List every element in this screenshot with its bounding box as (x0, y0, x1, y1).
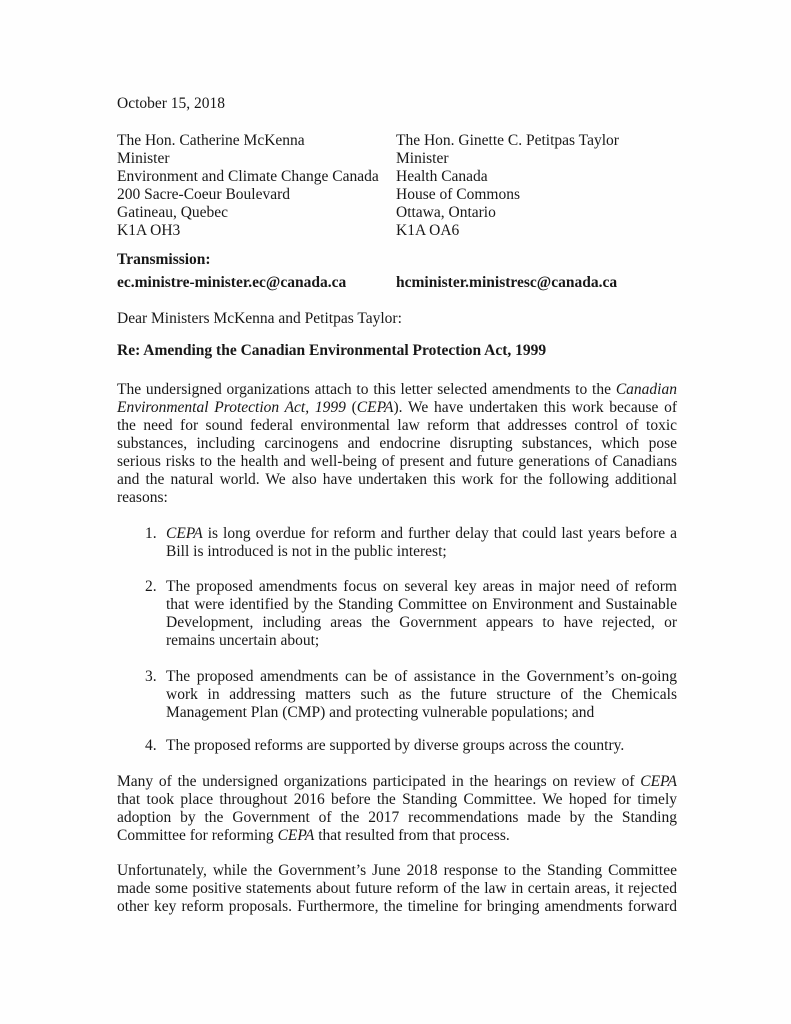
recipient-left-city: Gatineau, Quebec (117, 204, 229, 221)
recipient-right-postal: K1A OA6 (396, 222, 460, 239)
recipient-left-org: Environment and Climate Change Canada (117, 168, 379, 185)
paragraph-intro-text-2: ( (345, 399, 357, 416)
paragraph-intro (117, 381, 677, 507)
list-item-1 (117, 525, 677, 561)
reasons-list (117, 525, 677, 755)
recipient-left-street: 200 Sacre-Coeur Boulevard (117, 186, 291, 203)
list-item-3-number: 3. (145, 668, 157, 685)
paragraph-intro-text-3: ). We have undertaken this work because of the need for sound federal environmental law reform that addresses control of toxic substances, including carcinogens and endocrine disrupting substances, which pose serious risks to the health and well-being of present and future generations of Canadians and the natural world. We also have undertaken this work for the following additional reasons: (117, 399, 677, 506)
recipient-left-address (117, 132, 396, 240)
list-item-4-number: 4. (145, 737, 157, 754)
paragraph-hearings-text-2: that took place throughout 2016 before the Standing Committee. We hoped for timely adoption by the Government of the 2017 recommendations made by the Standing Committee for reforming (117, 791, 677, 844)
list-item-2-number: 2. (145, 578, 157, 595)
recipient-addresses (117, 132, 677, 240)
email-left: ec.ministre-minister.ec@canada.ca (117, 274, 347, 291)
cepa-italic: CEPA (277, 827, 315, 844)
recipient-right-address (396, 132, 677, 240)
cepa-italic: CEPA (640, 773, 677, 790)
recipient-right-title: Minister (396, 150, 449, 167)
recipient-right-name: The Hon. Ginette C. Petitpas Taylor (396, 132, 619, 149)
recipient-left-name: The Hon. Catherine McKenna (117, 132, 305, 149)
transmission-label: Transmission: (117, 251, 211, 268)
list-item-3 (117, 668, 677, 722)
recipient-left-title: Minister (117, 150, 170, 167)
recipient-left-postal: K1A OH3 (117, 222, 181, 239)
list-item-2-text: The proposed amendments focus on several key areas in major need of reform that were identified by the Standing Committee on Environment and Sustainable Development, including areas the Government appears to have rejected, or remains uncertain about; (166, 578, 677, 649)
paragraph-hearings-text-3: that resulted from that process. (314, 827, 510, 844)
cepa-italic: CEPA (166, 525, 203, 542)
list-item-1-number: 1. (145, 525, 157, 542)
list-item-4-text: The proposed reforms are supported by diverse groups across the country. (166, 737, 625, 754)
salutation: Dear Ministers McKenna and Petitpas Taylor: (117, 310, 402, 327)
paragraph-intro-text-1: The undersigned organizations attach to this letter selected amendments to the (117, 381, 616, 398)
list-item-1-text: CEPA is long overdue for reform and further delay that could last years before a Bill is introduced is not in the public interest; (166, 525, 677, 560)
list-item-4 (117, 737, 677, 755)
paragraph-response: Unfortunately, while the Government’s June 2018 response to the Standing Committee made some positive statements about future reform of the law in certain areas, it rejected other key reform proposals. Furthermore, the timeline for bringing amendments forward (117, 862, 677, 915)
list-item-2 (117, 578, 677, 650)
paragraph-hearings-text-1: Many of the undersigned organizations participated in the hearings on review of (117, 773, 641, 790)
letter-date: October 15, 2018 (117, 95, 226, 112)
act-title-italic: Canadian Environmental Protection Act, 1999 (117, 381, 677, 416)
email-right: hcminister.ministresc@canada.ca (396, 274, 618, 291)
letter-content (117, 95, 677, 916)
paragraph-hearings (117, 773, 677, 845)
recipient-right-street: House of Commons (396, 186, 520, 203)
list-item-3-text: The proposed amendments can be of assistance in the Government’s on-going work in addressing matters such as the future structure of the Chemicals Management Plan (CMP) and protecting vulnerable populations; and (166, 668, 677, 721)
cepa-italic: CEPA (356, 399, 394, 416)
recipient-right-city: Ottawa, Ontario (396, 204, 496, 221)
subject-line: Re: Amending the Canadian Environmental Protection Act, 1999 (117, 342, 547, 359)
transmission-emails (117, 274, 677, 292)
recipient-right-org: Health Canada (396, 168, 488, 185)
